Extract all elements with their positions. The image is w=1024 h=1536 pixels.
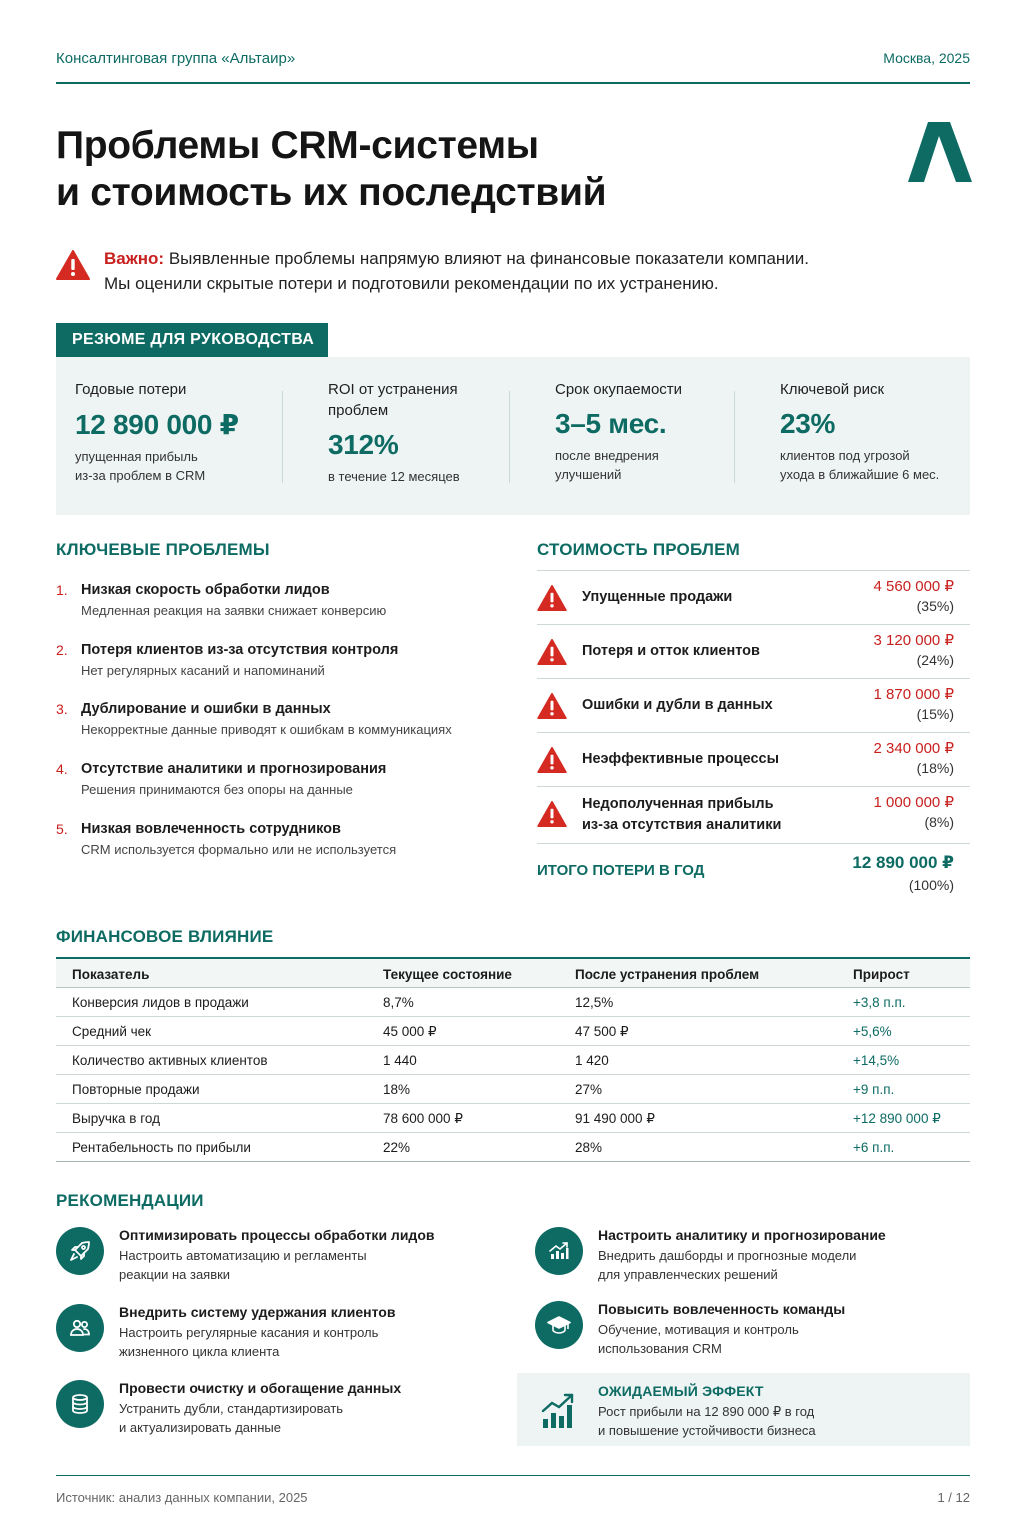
cost-name-line-1: Недополученная прибыль: [582, 796, 774, 812]
summary-panel: [56, 357, 970, 515]
cost-percent: (15%): [916, 706, 954, 722]
kpi-sub: [75, 447, 275, 485]
warning-icon: [537, 639, 567, 665]
expected-effect-panel: [517, 1373, 970, 1446]
cost-name: Упущенные продажи: [582, 589, 733, 605]
problem-number: 4.: [56, 761, 68, 777]
problem-number: 2.: [56, 642, 68, 658]
kpi-value: 312%: [328, 429, 399, 460]
recommendation-desc: [119, 1399, 343, 1437]
note-label: Важно:: [104, 249, 165, 268]
column-header: Прирост: [853, 967, 910, 982]
effect-desc-line-1: Рост прибыли на 12 890 000 ₽ в год: [598, 1404, 815, 1419]
total-percent: (100%): [908, 877, 954, 893]
table-cell: +14,5%: [853, 1053, 900, 1068]
recommendation-desc-line-2: и актуализировать данные: [119, 1420, 281, 1435]
table-cell: +6 п.п.: [853, 1140, 895, 1155]
note-line-2: Мы оценили скрытые потери и подготовили рекомендации по их устранению.: [104, 274, 719, 293]
cost-percent: (8%): [924, 814, 954, 830]
table-cell: +9 п.п.: [853, 1082, 895, 1097]
kpi-key-risk: [780, 379, 965, 484]
table-cell: 1 420: [575, 1053, 609, 1068]
kpi-divider: [509, 391, 510, 483]
cost-value: 1 870 000 ₽: [873, 686, 954, 703]
problem-title: Низкая скорость обработки лидов: [81, 582, 330, 598]
total-value: 12 890 000 ₽: [852, 853, 954, 872]
table-cell: 45 000 ₽: [383, 1024, 437, 1039]
rocket-icon: [56, 1227, 104, 1275]
kpi-sub-line-1: клиентов под угрозой: [780, 448, 910, 463]
cost-value: 1 000 000 ₽: [873, 794, 954, 811]
warning-icon: [537, 801, 567, 827]
cost-name: [582, 794, 781, 836]
column-header: Текущее состояние: [383, 967, 512, 982]
table-row: [56, 1046, 970, 1075]
kpi-divider: [734, 391, 735, 483]
recommendation-desc: [598, 1320, 799, 1358]
effect-desc: [598, 1402, 816, 1440]
kpi-sub-line-1: упущенная прибыль: [75, 449, 198, 464]
cost-name-line-2: из-за отсутствия аналитики: [582, 817, 782, 833]
table-cell: 22%: [383, 1140, 411, 1155]
recommendation-title: Оптимизировать процессы обработки лидов: [119, 1227, 435, 1243]
recommendations-heading: РЕКОМЕНДАЦИИ: [56, 1191, 204, 1210]
recommendation-desc-line-1: Обучение, мотивация и контроль: [598, 1322, 799, 1337]
table-cell: 28%: [575, 1140, 603, 1155]
place-date: Москва, 2025: [883, 50, 970, 66]
growth-chart-icon: [541, 1391, 577, 1429]
table-cell: 47 500 ₽: [575, 1024, 629, 1039]
kpi-divider: [282, 391, 283, 483]
kpi-label: [328, 379, 508, 421]
kpi-sub: в течение 12 месяцев: [328, 469, 460, 484]
kpi-sub: [780, 446, 965, 484]
cost-value: 4 560 000 ₽: [873, 578, 954, 595]
table-cell: Рентабельность по прибыли: [72, 1140, 251, 1155]
table-cell: 8,7%: [383, 995, 414, 1010]
title-line-1: Проблемы CRM-системы: [56, 124, 539, 167]
page-number: 1 / 12: [937, 1490, 970, 1505]
kpi-sub-line-1: после внедрения: [555, 448, 659, 463]
kpi-label-line-2: проблем: [328, 402, 389, 419]
problem-desc: Медленная реакция на заявки снижает конверсию: [81, 603, 387, 618]
kpi-sub-line-2: улучшений: [555, 467, 622, 482]
summary-tag: РЕЗЮМЕ ДЛЯ РУКОВОДСТВА: [56, 323, 328, 357]
table-cell: 18%: [383, 1082, 411, 1097]
table-cell: Средний чек: [72, 1024, 152, 1039]
recommendation-title: Внедрить систему удержания клиентов: [119, 1304, 396, 1320]
table-cell: Количество активных клиентов: [72, 1053, 268, 1068]
footer-source: Источник: анализ данных компании, 2025: [56, 1490, 308, 1505]
recommendation-desc-line-2: жизненного цикла клиента: [119, 1344, 280, 1359]
recommendation-title: Настроить аналитику и прогнозирование: [598, 1227, 886, 1243]
warning-icon: [537, 585, 567, 611]
cost-row: [537, 571, 970, 625]
kpi-sub-line-2: из-за проблем в CRM: [75, 468, 206, 483]
title-line-2: и стоимость их последствий: [56, 171, 607, 214]
recommendation-desc: [119, 1323, 378, 1361]
page-title: [56, 122, 816, 216]
cost-name: Неэффективные процессы: [582, 751, 779, 767]
database-icon: [56, 1380, 104, 1428]
effect-desc-line-2: и повышение устойчивости бизнеса: [598, 1423, 816, 1438]
kpi-sub: [555, 446, 735, 484]
table-cell: +3,8 п.п.: [853, 995, 906, 1010]
recommendation-desc: [119, 1246, 367, 1284]
altair-logo-icon: [906, 122, 972, 182]
cost-value: 3 120 000 ₽: [873, 632, 954, 649]
kpi-value: 12 890 000 ₽: [75, 409, 239, 440]
problem-desc: Нет регулярных касаний и напоминаний: [81, 663, 325, 678]
problem-title: Потеря клиентов из-за отсутствия контроля: [81, 642, 399, 658]
cost-name: Ошибки и дубли в данных: [582, 697, 773, 713]
kpi-label: Ключевой риск: [780, 381, 885, 398]
analytics-chart-icon: [535, 1227, 583, 1275]
finance-table: [56, 957, 970, 1162]
recommendation-desc-line-2: использования CRM: [598, 1341, 722, 1356]
kpi-roi: [328, 379, 508, 486]
recommendation-desc-line-2: для управленческих решений: [598, 1267, 778, 1282]
recommendation-desc-line-1: Внедрить дашборды и прогнозные модели: [598, 1248, 857, 1263]
recommendation-desc-line-1: Настроить регулярные касания и контроль: [119, 1325, 379, 1340]
graduation-cap-icon: [535, 1301, 583, 1349]
problem-title: Дублирование и ошибки в данных: [81, 701, 331, 717]
cost-name: Потеря и отток клиентов: [582, 643, 760, 659]
kpi-label: Срок окупаемости: [555, 381, 683, 398]
recommendation-title: Повысить вовлеченность команды: [598, 1301, 846, 1317]
finance-heading: ФИНАНСОВОЕ ВЛИЯНИЕ: [56, 927, 274, 946]
table-row: [56, 988, 970, 1017]
note-line-1: Выявленные проблемы напрямую влияют на финансовые показатели компании.: [164, 249, 810, 268]
problem-title: Отсутствие аналитики и прогнозирования: [81, 761, 387, 777]
problem-desc: CRM используется формально или не используется: [81, 842, 397, 857]
table-row: [56, 1104, 970, 1133]
cost-row: [537, 733, 970, 787]
cost-value: 2 340 000 ₽: [873, 740, 954, 757]
problem-number: 3.: [56, 701, 68, 717]
table-cell: +12 890 000 ₽: [853, 1111, 941, 1126]
kpi-annual-losses: [75, 379, 275, 485]
column-header: После устранения проблем: [575, 967, 760, 982]
cost-percent: (18%): [916, 760, 954, 776]
effect-title: ОЖИДАЕМЫЙ ЭФФЕКТ: [598, 1383, 764, 1399]
kpi-sub-line-2: ухода в ближайшие 6 мес.: [780, 467, 940, 482]
cost-row: [537, 787, 970, 844]
recommendation-title: Провести очистку и обогащение данных: [119, 1380, 402, 1396]
table-cell: +5,6%: [853, 1024, 892, 1039]
problem-number: 1.: [56, 582, 68, 598]
cost-percent: (24%): [916, 652, 954, 668]
table-cell: 91 490 000 ₽: [575, 1111, 655, 1126]
warning-icon: [537, 693, 567, 719]
table-cell: 1 440: [383, 1053, 417, 1068]
kpi-label-line-1: ROI от устранения: [328, 381, 458, 398]
kpi-value: 23%: [780, 408, 836, 439]
table-cell: Повторные продажи: [72, 1082, 200, 1097]
warning-icon: [56, 250, 90, 280]
table-row: [56, 1075, 970, 1104]
recommendation-desc: [598, 1246, 856, 1284]
cost-percent: (35%): [916, 598, 954, 614]
table-cell: 27%: [575, 1082, 603, 1097]
footer-rule: [56, 1475, 970, 1476]
important-note: [104, 246, 964, 296]
recommendation-desc-line-2: реакции на заявки: [119, 1267, 231, 1282]
problem-number: 5.: [56, 821, 68, 837]
costs-heading: СТОИМОСТЬ ПРОБЛЕМ: [537, 540, 741, 559]
problem-desc: Некорректные данные приводят к ошибкам в коммуникациях: [81, 722, 452, 737]
total-label: ИТОГО ПОТЕРИ В ГОД: [537, 862, 705, 879]
users-icon: [56, 1304, 104, 1352]
table-row: [56, 1133, 970, 1162]
table-cell: 78 600 000 ₽: [383, 1111, 463, 1126]
table-cell: Выручка в год: [72, 1111, 160, 1126]
company-name: Консалтинговая группа «Альтаир»: [56, 50, 296, 67]
table-row: [56, 1017, 970, 1046]
warning-icon: [537, 747, 567, 773]
cost-row: [537, 679, 970, 733]
problems-heading: КЛЮЧЕВЫЕ ПРОБЛЕМЫ: [56, 540, 270, 559]
kpi-payback: [555, 379, 735, 484]
kpi-label: Годовые потери: [75, 381, 187, 398]
column-header: Показатель: [72, 967, 150, 982]
table-header: [56, 957, 970, 988]
recommendation-desc-line-1: Настроить автоматизацию и регламенты: [119, 1248, 367, 1263]
recommendation-desc-line-1: Устранить дубли, стандартизировать: [119, 1401, 344, 1416]
table-cell: Конверсия лидов в продажи: [72, 995, 249, 1010]
problem-desc: Решения принимаются без опоры на данные: [81, 782, 353, 797]
problem-title: Низкая вовлеченность сотрудников: [81, 821, 341, 837]
cost-row: [537, 625, 970, 679]
table-cell: 12,5%: [575, 995, 614, 1010]
kpi-value: 3–5 мес.: [555, 408, 667, 439]
page-header: [56, 50, 970, 84]
